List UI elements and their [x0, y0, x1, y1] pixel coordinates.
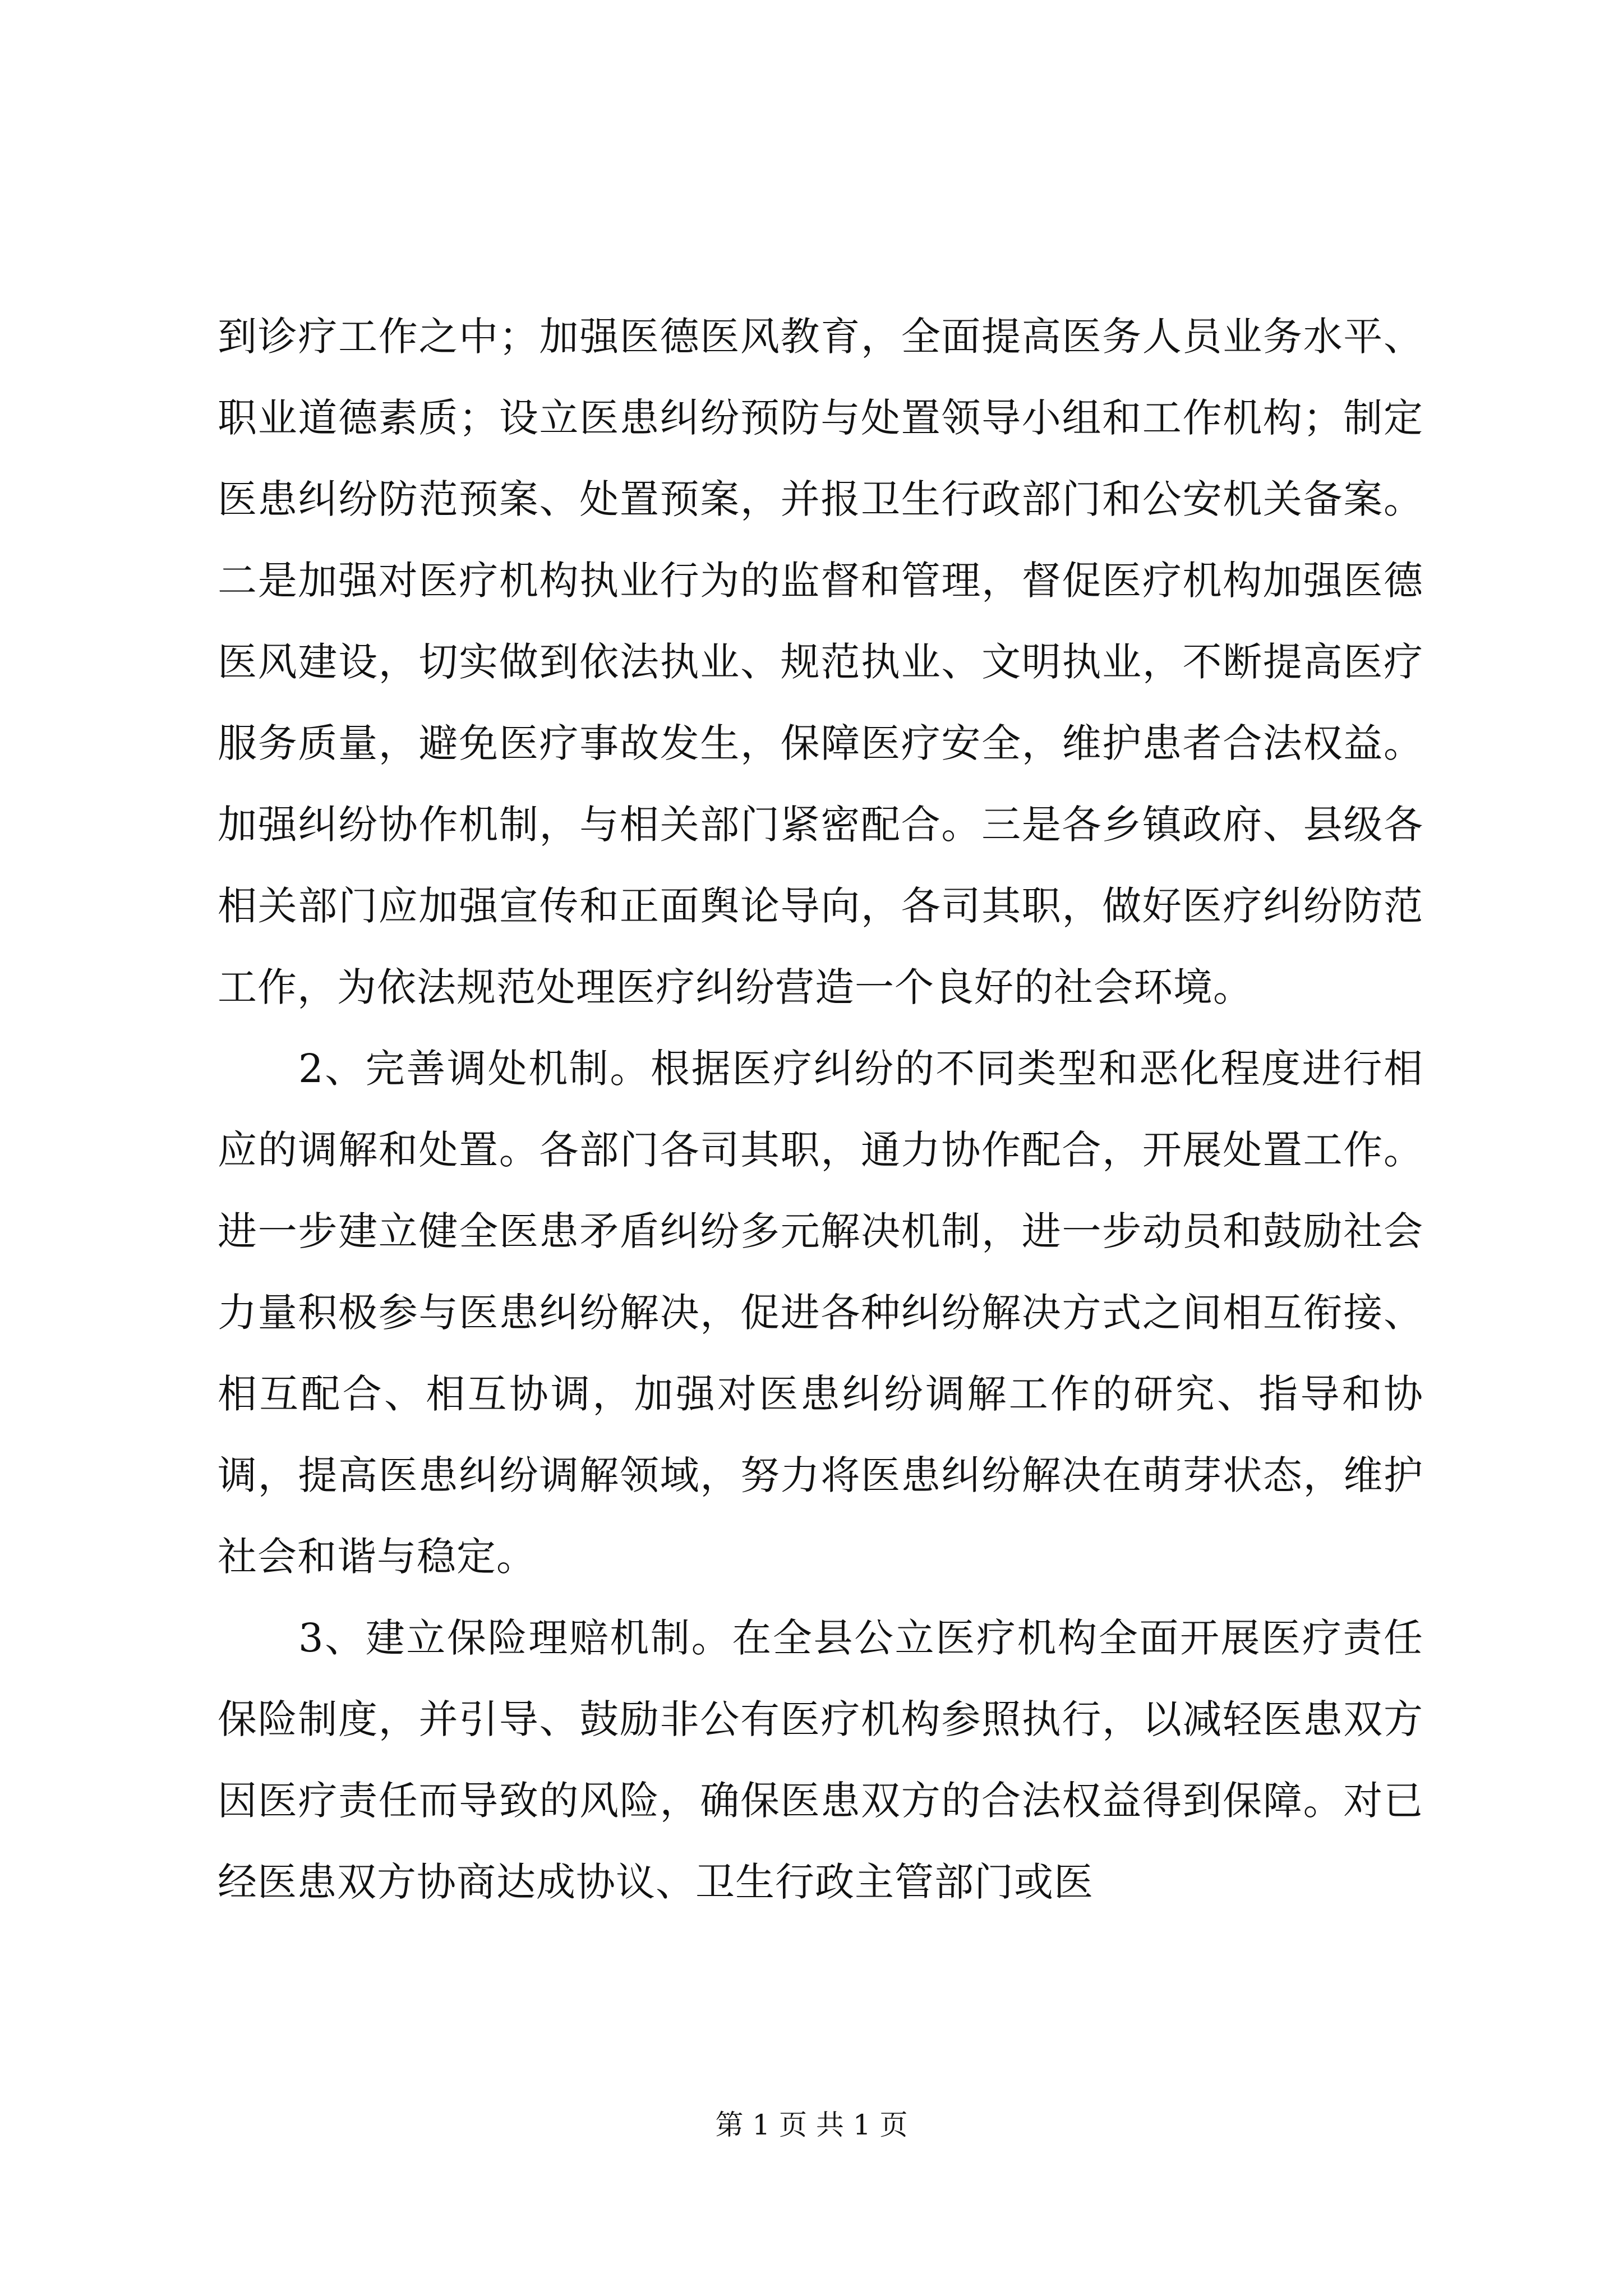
page-footer: 第 1 页 共 1 页	[715, 2109, 908, 2141]
paragraph-mediation-mechanism: 2、完善调处机制。根据医疗纠纷的不同类型和恶化程度进行相应的调解和处置。各部门各司其职，通力协作配合，开展处置工作。进一步建立健全医患矛盾纠纷多元解决机制，进一步动员和鼓励社会力量积极参与医患纠纷解决，促进各种纠纷解决方式之间相互衔接、相互配合、相互协调，加强对医患纠纷调解工作的研究、指导和协调，提高医患纠纷调解领域，努力将医患纠纷解决在萌芽状态，维护社会和谐与稳定。	[218, 1046, 1423, 1580]
paragraph-insurance-mechanism: 3、建立保险理赔机制。在全县公立医疗机构全面开展医疗责任保险制度，并引导、鼓励非公有医疗机构参照执行，以减轻医患双方因医疗责任而导致的风险，确保医患双方的合法权益得到保障。对已经医患双方协商达成协议、卫生行政主管部门或医	[218, 1615, 1423, 1905]
paragraph-continued: 到诊疗工作之中；加强医德医风教育，全面提高医务人员业务水平、职业道德素质；设立医患纠纷预防与处置领导小组和工作机构；制定医患纠纷防范预案、处置预案，并报卫生行政部门和公安机关备案。二是加强对医疗机构执业行为的监督和管理，督促医疗机构加强医德医风建设，切实做到依法执业、规范执业、文明执业，不断提高医疗服务质量，避免医疗事故发生，保障医疗安全，维护患者合法权益。加强纠纷协作机制，与相关部门紧密配合。三是各乡镇政府、县级各相关部门应加强宣传和正面舆论导向，各司其职，做好医疗纠纷防范工作，为依法规范处理医疗纠纷营造一个良好的社会环境。	[218, 314, 1423, 1010]
document-body	[218, 296, 1423, 1923]
